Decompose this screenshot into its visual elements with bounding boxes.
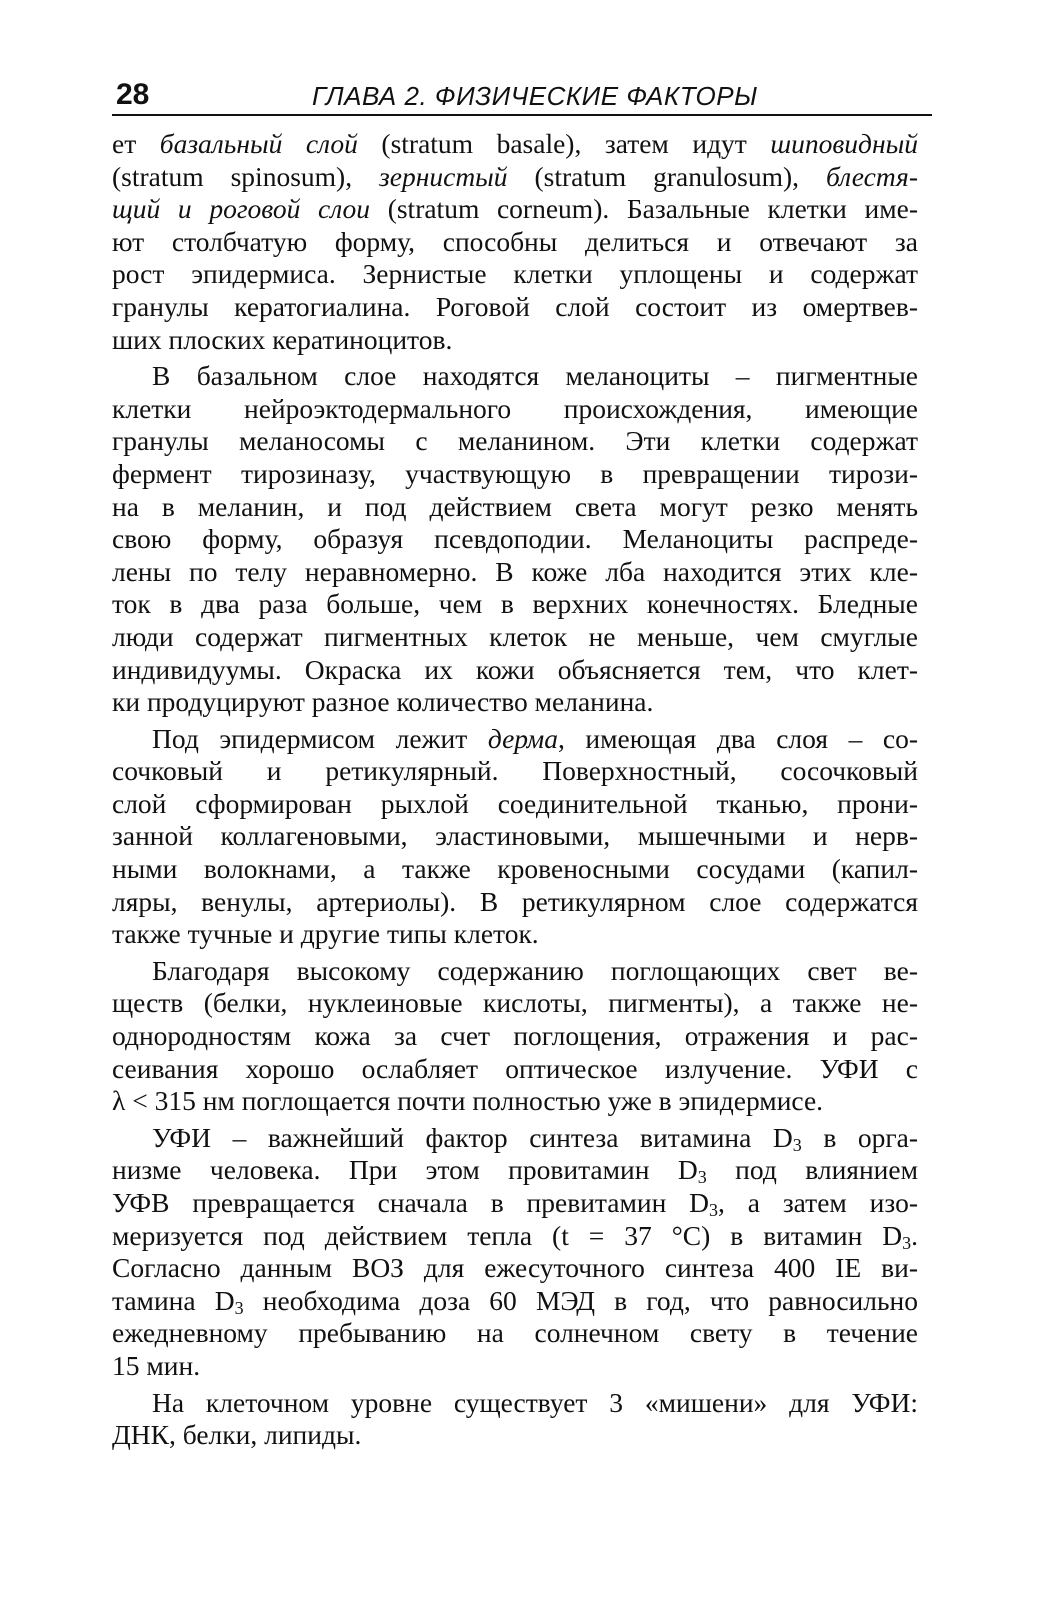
paragraph-6 [112,1387,918,1452]
paragraph-5 [112,1122,918,1383]
text-line: Под эпидермисом лежит дерма, имеющая два слоя – со- [152,722,918,754]
text-line: клетки нейроэктодермального происхождения, имеющие [112,392,918,424]
text-line: щий и роговой слои (stratum corneum). Базальные клетки име- [112,193,918,225]
term-italic: зернистый [379,160,508,192]
text-line: однородностям кожа за счет поглощения, отражения и рас- [112,1020,918,1052]
text-line: УФИ – важнейший фактор синтеза витамина $D_3$ в орга- [152,1121,918,1155]
text-line: тамина $D_3$ необходима доза 60 МЭД в год, что равносильно [112,1284,918,1318]
text-line: сеивания хорошо ослабляет оптическое излучение. УФИ с [112,1052,918,1084]
text-line: Благодаря высокому содержанию поглощающих свет ве- [152,954,918,986]
text-line: слой сформирован рыхлой соединительной тканью, прони- [112,787,918,819]
text-line: ток в два раза больше, чем в верхних конечностях. Бледные [112,588,918,620]
text-line: на в меланин, и под действием света могут резко менять [112,490,918,522]
text-line: занной коллагеновыми, эластиновыми, мышечными и нерв- [112,820,918,852]
text-line: меризуется под действием тепла (t = 37 °С) в витамин $D_3$. [112,1219,918,1253]
term-italic: роговой слои [209,193,371,225]
text-line: 15 мин. [112,1349,201,1381]
page-number: 28 [116,78,150,111]
text-line: люди содержат пигментных клеток не меньше, чем смуглые [112,620,918,652]
text-line: гранулы кератогиалина. Роговой слой состоит из омертвев- [112,290,918,322]
text-line: рост эпидермиса. Зернистые клетки уплощены и содержат [112,258,918,290]
paragraph-2 [112,360,918,719]
text-line: лены по телу неравномерно. В коже лба находится этих кле- [112,555,918,587]
text-line: УФВ превращается сначала в превитамин $D_3$, а затем изо- [112,1187,918,1220]
text-line: ки продуцируют разное количество меланина. [112,686,654,718]
term-italic: блестя- [825,160,918,192]
text-line: ществ (белки, нуклеиновые кислоты, пигменты), а также не- [112,987,918,1019]
text-line: также тучные и другие типы клеток. [112,918,539,950]
text-line: ными волокнами, а также кровеносными сосудами (капил- [112,853,918,885]
text-line: ют столбчатую форму, способны делиться и отвечают за [112,225,918,257]
term-italic: дерма [487,722,558,754]
text-line: индивидуумы. Окраска их кожи объясняется тем, что клет- [112,653,918,685]
term-italic: шиповидный [770,128,918,159]
text-line: низме человека. При этом провитамин $D_3$ под влиянием [112,1154,918,1187]
text-line: λ < 315 нм поглощается почти полностью уже в эпидермисе. [112,1085,824,1117]
text-line: гранулы меланосомы с меланином. Эти клетки содержат [112,425,918,457]
paragraph-4 [112,955,918,1118]
paragraph-1 [112,128,918,356]
text-line: сочковый и ретикулярный. Поверхностный, сосочковый [112,755,918,787]
text-line: фермент тирозиназу, участвующую в превращении тирози- [112,457,918,489]
text-line: ежедневному пребыванию на солнечном свету в течение [112,1317,918,1349]
text-line: Согласно данным ВОЗ для ежесуточного синтеза 400 IE ви- [112,1252,918,1284]
text-line: В базальном слое находятся меланоциты – пигментные [152,360,918,392]
text-line: ет базальный слой (stratum basale), затем идут шиповидный [112,128,918,159]
paragraph-3 [112,723,918,951]
text-line: ДНК, белки, липиды. [112,1419,362,1451]
running-head: ГЛАВА 2. ФИЗИЧЕСКИЕ ФАКТОРЫ [312,81,758,111]
text-line: (stratum spinosum), зернистый (stratum granulosum), блестя- [112,160,918,192]
text-line: ляры, венулы, артериолы). В ретикулярном слое содержатся [112,885,918,917]
body-text [112,128,918,1452]
text-line: свою форму, образуя псевдоподии. Меланоциты распреде- [112,523,918,555]
term-italic: базальный слой [159,128,358,159]
text-line: ших плоских кератиноцитов. [112,323,453,355]
text-line: На клеточном уровне существует 3 «мишени» для УФИ: [152,1386,918,1418]
term-italic: щий [112,193,161,225]
page-header [112,74,932,116]
